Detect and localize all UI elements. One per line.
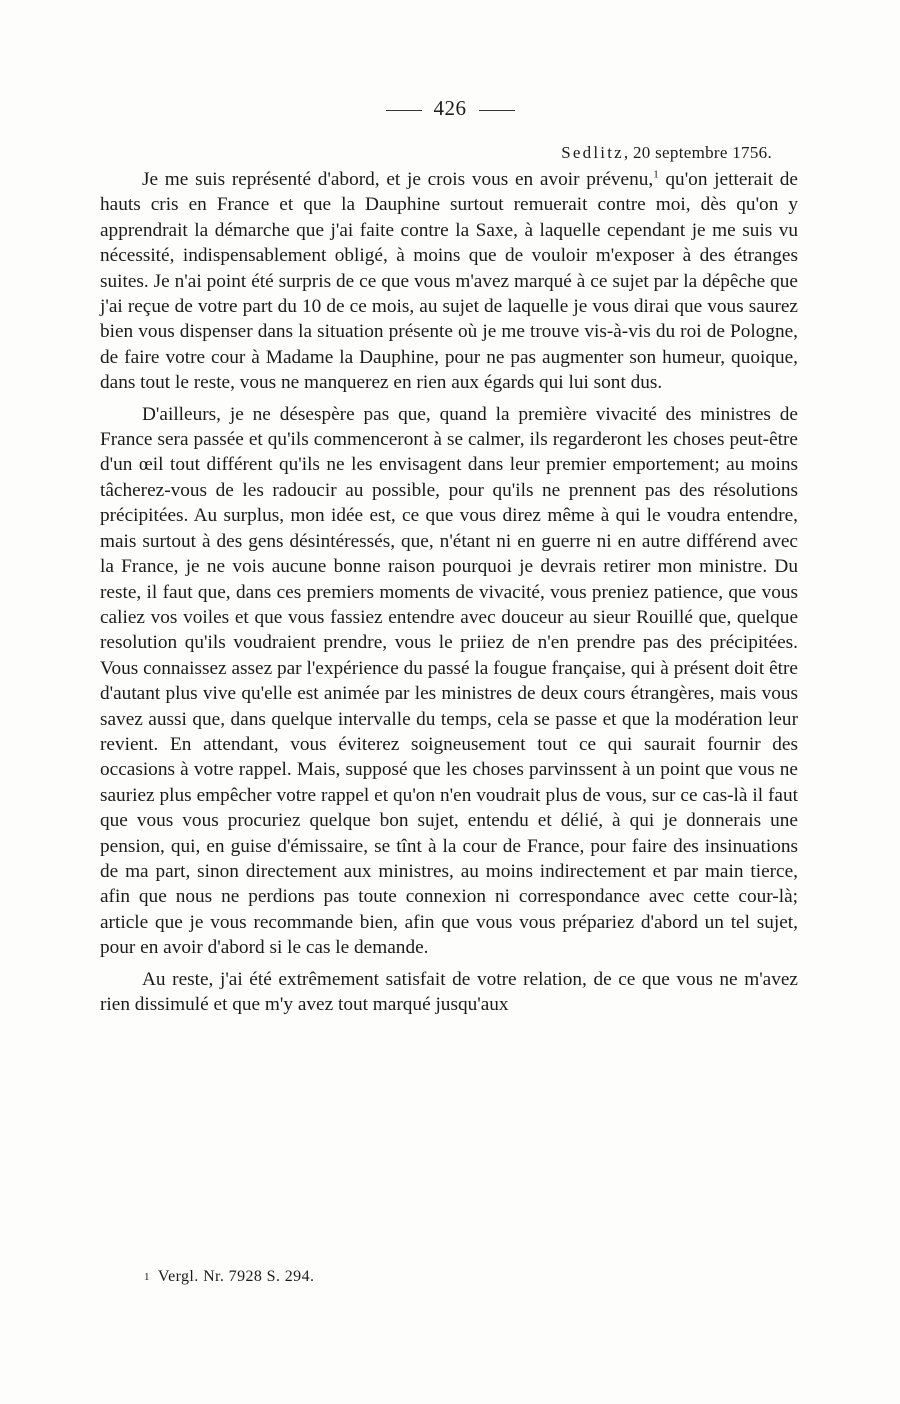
header-dash-left	[386, 110, 422, 111]
footnote-mark: 1	[144, 1271, 150, 1283]
dateline-date: , 20 septembre 1756.	[623, 143, 772, 162]
paragraph-1	[100, 167, 798, 396]
dateline	[561, 143, 772, 163]
letter-body	[100, 167, 798, 1023]
footnote-text: Vergl. Nr. 7928 S. 294.	[157, 1268, 315, 1285]
paragraph-1-text-b: qu'on jetterait de hauts cris en France et que la Dauphine surtout remuerait contre moi, dès qu'on y apprendrait la démarche que j'ai faite contre la Saxe, à laquelle cependant je me suis vu nécessité, indispensablement obligé, à moins que de vouloir m'exposer à des étranges suites. Je n'ai point été surpris de ce que vous m'avez marqué à ce sujet par la dépêche que j'ai reçue de votre part du 10 de ce mois, au sujet de laquelle je vous dirai que vous saurez bien vous dispenser dans la situation présente où je me trouve vis-à-vis du roi de Pologne, de faire votre cour à Madame la Dauphine, pour ne pas augmenter son humeur, quoique, dans tout le reste, vous ne manquerez en rien aux égards qui lui sont dus.	[100, 169, 798, 394]
paragraph-3: Au reste, j'ai été extrêmement satisfait de votre relation, de ce que vous ne m'avez rien dissimulé et que m'y avez tout marqué jusqu'aux	[100, 968, 798, 1015]
paragraph-1-text-a: Je me suis représenté d'abord, et je crois vous en avoir prévenu,	[142, 169, 654, 190]
footnote	[144, 1268, 314, 1286]
paragraph-2: D'ailleurs, je ne désespère pas que, quand la première vivacité des ministres de France sera passée et qu'ils commenceront à se calmer, ils regarderont les choses peut-être d'un œil tout différent qu'ils ne les envisagent dans leur premier emportement; au moins tâcherez-vous de les radoucir au possible, pour qu'ils ne prennent pas des résolutions précipitées. Au surplus, mon idée est, ce que vous direz même à qui le voudra entendre, mais surtout à des gens désintéressés, que, n'étant ni en guerre ni en autre différend avec la France, je ne vois aucune bonne raison pourquoi je devrais retirer mon ministre. Du reste, il faut que, dans ces premiers moments de vivacité, vous preniez patience, que vous caliez vos voiles et que vous fassiez entendre avec douceur au sieur Rouillé que, quelque resolution qu'ils voudraient prendre, vous le priiez de n'en prendre pas des précipitées. Vous connaissez assez par l'expérience du passé la fougue française, qui à présent doit être d'autant plus vive qu'elle est animée par les ministres de deux cours étrangères, mais vous savez aussi que, dans quelque intervalle du temps, cela se passe et que la modération leur revient. En attendant, vous éviterez soigneusement tout ce qui saurait fournir des occasions à votre rappel. Mais, supposé que les choses parvinssent à un point que vous ne sauriez plus empêcher votre rappel et qu'on n'en voudrait plus de vous, sur ce cas-là il faut que vous vous procuriez quelque bon sujet, entendu et délié, à qui je donnerais une pension, qui, en guise d'émissaire, se tînt à la cour de France, pour faire des insinuations de ma part, sinon directement aux ministres, au moins indirectement et par main tierce, afin que nous ne perdions pas toute connexion ni correspondance avec cette cour-là; article que je vous recommande bien, afin que vous vous prépariez d'abord un tel sujet, pour en avoir d'abord si le cas le demande.	[100, 403, 798, 959]
page-number: 426	[433, 96, 467, 120]
footnote-reference: 1	[653, 168, 659, 181]
page-header	[0, 96, 900, 121]
header-dash-right	[479, 110, 515, 111]
dateline-place: Sedlitz	[561, 143, 624, 162]
